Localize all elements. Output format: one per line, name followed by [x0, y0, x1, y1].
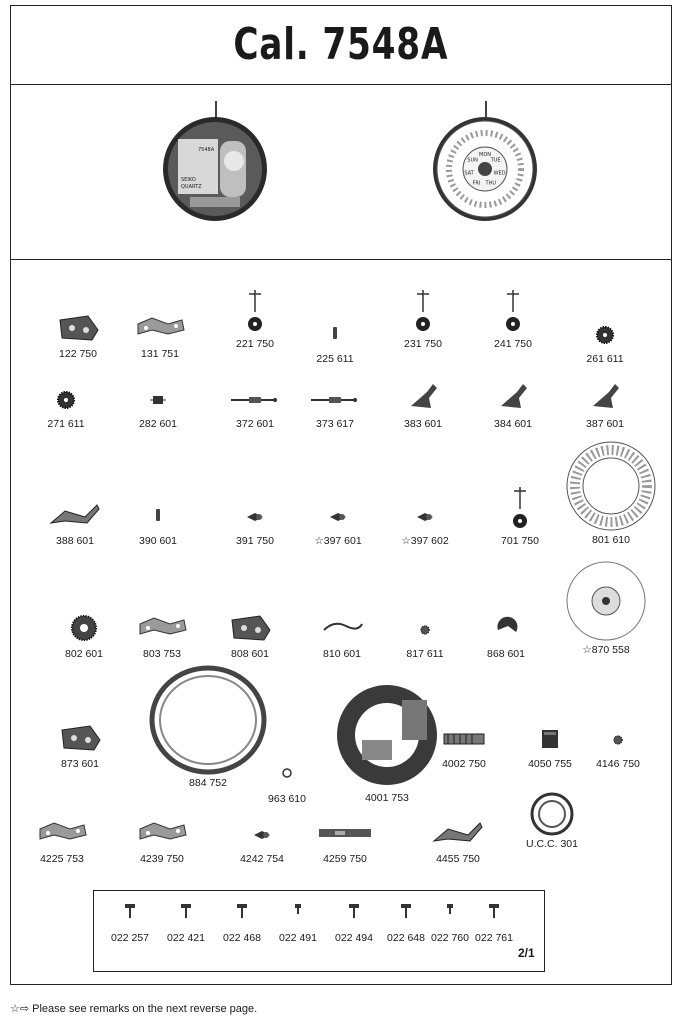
part-item: [22, 805, 102, 865]
part-code: 817 611: [406, 648, 444, 660]
part-code: 4239 750: [140, 853, 184, 865]
part-code: 122 750: [59, 348, 97, 360]
module-text-brand: SEIKO: [181, 177, 196, 183]
screw-code: 022 494: [335, 932, 373, 944]
part-code: ☆397 602: [401, 535, 449, 547]
part-code: 372 601: [236, 418, 274, 430]
part-code: 808 601: [231, 648, 269, 660]
part-code: 387 601: [586, 418, 624, 430]
part-code: ☆397 601: [314, 535, 362, 547]
screw-code: 022 760: [431, 932, 469, 944]
small-part-icon: [222, 805, 302, 851]
part-code: 802 601: [65, 648, 103, 660]
screw-code: 022 648: [387, 932, 425, 944]
movement-back-view: [150, 99, 280, 229]
wheel-with-pinion-icon: [480, 487, 560, 533]
screw-item: [466, 900, 522, 944]
part-code: 261 611: [586, 353, 624, 365]
screw-icon: [214, 900, 270, 922]
lever-icon: [565, 370, 645, 416]
part-code: 801 610: [592, 534, 630, 546]
part-code: 271 611: [47, 418, 85, 430]
part-code: 810 601: [323, 648, 361, 660]
plate-part-icon: [38, 300, 118, 346]
day-disk-icon: [560, 560, 652, 642]
calendar-day-label: TUE: [490, 157, 501, 164]
footnote: ☆⇨ Please see remarks on the next reverse page.: [10, 1003, 258, 1015]
screw-code: 022 491: [279, 932, 317, 944]
stem-icon: [215, 370, 295, 416]
part-code: 884 752: [189, 777, 227, 789]
page-title: Cal. 7548A: [233, 19, 449, 70]
pinion-icon: [118, 370, 198, 416]
part-item: [44, 600, 124, 660]
part-item: [578, 710, 658, 770]
part-code: ☆870 558: [582, 644, 630, 656]
part-item: [383, 370, 463, 430]
screw-code: 022 257: [111, 932, 149, 944]
small-ring-icon: [247, 745, 327, 791]
part-item: [40, 710, 120, 770]
spring-lever-icon: [35, 487, 115, 533]
small-part-icon: [298, 487, 378, 533]
coil-icon: [424, 710, 504, 756]
part-code: 4455 750: [436, 853, 480, 865]
module-text-quartz: QUARTZ: [181, 184, 202, 190]
small-pin-icon: [295, 305, 375, 351]
lever-icon: [383, 370, 463, 416]
gear-icon: [565, 305, 645, 351]
bridge-part-icon: [122, 600, 202, 646]
screw-code: 022 761: [475, 932, 513, 944]
small-pin-icon: [118, 487, 198, 533]
part-item: [418, 805, 498, 865]
part-code: 221 750: [236, 338, 274, 350]
title-box: [10, 5, 672, 85]
part-code: 373 617: [316, 418, 354, 430]
date-ring-icon: [565, 440, 657, 532]
part-item: [118, 370, 198, 430]
part-code: 701 750: [501, 535, 539, 547]
part-item: [512, 790, 592, 850]
spring-icon: [302, 600, 382, 646]
part-code: U.C.C. 301: [526, 838, 578, 850]
part-code: 241 750: [494, 338, 532, 350]
calendar-day-label: WED: [493, 170, 506, 177]
screw-item: [214, 900, 270, 944]
part-item: [295, 370, 375, 430]
battery-ring-icon: [512, 790, 592, 836]
plate-part-icon: [210, 600, 290, 646]
part-item: [385, 600, 465, 660]
gear-icon: [26, 370, 106, 416]
screw-icon: [158, 900, 214, 922]
screw-icon: [270, 900, 326, 922]
part-item: [565, 440, 657, 546]
ring-gear-icon: [44, 600, 124, 646]
ratio-mark: 2/1: [518, 946, 535, 960]
screw-item: [102, 900, 158, 944]
part-item: [26, 370, 106, 430]
movement-section: [10, 85, 672, 260]
part-item: [473, 370, 553, 430]
part-code: 4001 753: [365, 792, 409, 804]
calendar-day-label: SAT: [464, 170, 474, 177]
part-item: [35, 487, 115, 547]
stem-icon: [295, 370, 375, 416]
part-item: [215, 290, 295, 350]
part-code: 282 601: [139, 418, 177, 430]
part-code: 803 753: [143, 648, 181, 660]
calendar-day-label: SUN: [467, 157, 478, 164]
part-code: 4050 755: [528, 758, 572, 770]
screw-item: [270, 900, 326, 944]
part-item: [565, 305, 645, 365]
small-gear-icon: [385, 600, 465, 646]
module-text-model: 7548A: [198, 147, 215, 153]
part-item: [122, 600, 202, 660]
wheel-with-pinion-icon: [473, 290, 553, 336]
part-item: [298, 487, 378, 547]
small-part-icon: [385, 487, 465, 533]
part-code: 391 750: [236, 535, 274, 547]
calendar-day-label: FRI: [472, 180, 481, 187]
insulator-icon: [305, 805, 385, 851]
screw-icon: [326, 900, 382, 922]
part-code: 131 751: [141, 348, 179, 360]
part-code: 384 601: [494, 418, 532, 430]
part-item: [215, 487, 295, 547]
part-item: [560, 560, 652, 656]
movement-front-view: [420, 99, 550, 229]
bridge-part-icon: [22, 805, 102, 851]
part-item: [424, 710, 504, 770]
part-code: 4242 754: [240, 853, 284, 865]
wheel-with-pinion-icon: [383, 290, 463, 336]
screw-icon: [466, 900, 522, 922]
part-item: [295, 305, 375, 365]
screw-code: 022 421: [167, 932, 205, 944]
plate-part-icon: [40, 710, 120, 756]
screw-item: [326, 900, 382, 944]
part-item: [480, 487, 560, 547]
part-code: 390 601: [139, 535, 177, 547]
part-code: 388 601: [56, 535, 94, 547]
part-item: [565, 370, 645, 430]
part-item: [118, 487, 198, 547]
calendar-day-label: THU: [485, 180, 496, 187]
part-item: [473, 290, 553, 350]
part-code: 225 611: [316, 353, 354, 365]
screw-item: [158, 900, 214, 944]
part-item: [38, 300, 118, 360]
part-item: [302, 600, 382, 660]
part-item: [215, 370, 295, 430]
part-code: 4146 750: [596, 758, 640, 770]
part-item: [383, 290, 463, 350]
part-code: 4002 750: [442, 758, 486, 770]
bridge-part-icon: [120, 300, 200, 346]
bridge-part-icon: [122, 805, 202, 851]
part-item: [222, 805, 302, 865]
part-item: [305, 805, 385, 865]
part-code: 4225 753: [40, 853, 84, 865]
part-item: [122, 805, 202, 865]
calendar-day-label: MON: [479, 152, 491, 158]
part-item: [466, 600, 546, 660]
small-gear-icon: [578, 710, 658, 756]
small-part-icon: [215, 487, 295, 533]
part-code: 4259 750: [323, 853, 367, 865]
screw-code: 022 468: [223, 932, 261, 944]
part-item: [120, 300, 200, 360]
part-code: 231 750: [404, 338, 442, 350]
part-item: [210, 600, 290, 660]
part-code: 873 601: [61, 758, 99, 770]
part-item: [247, 745, 327, 805]
part-item: [385, 487, 465, 547]
part-code: 383 601: [404, 418, 442, 430]
wheel-with-pinion-icon: [215, 290, 295, 336]
spring-lever-icon: [418, 805, 498, 851]
cam-icon: [466, 600, 546, 646]
part-code: 963 610: [268, 793, 306, 805]
lever-icon: [473, 370, 553, 416]
part-code: 868 601: [487, 648, 525, 660]
screw-icon: [102, 900, 158, 922]
